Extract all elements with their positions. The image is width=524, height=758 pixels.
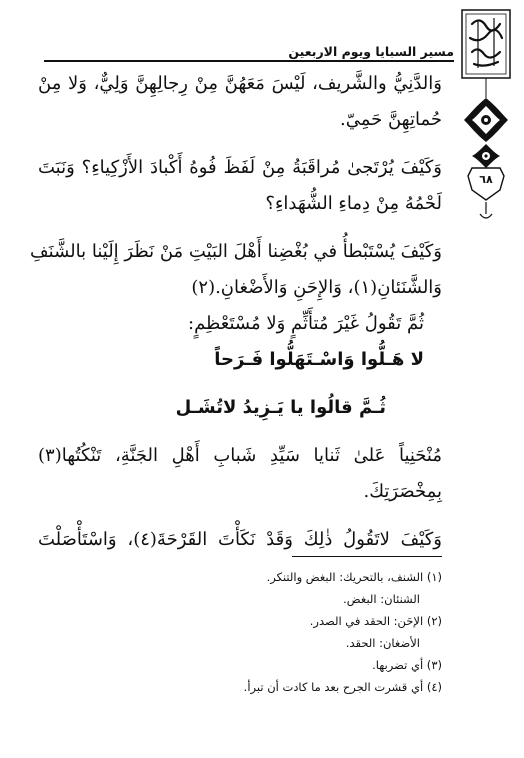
text-line-9: بِمِخْصَرَتِكَ. [363,481,442,502]
footnote-4: (٤) أي قشرت الجرح بعد ما كادت أن تبرأ. [243,680,442,694]
text-line-7: ثُمَّ تَقُولُ غَيْرَ مُتأَثِّمٍ وَلا مُسْتَعْظِمٍ: [188,313,424,334]
header-rule [44,60,454,62]
text-line-1: وَالدَّنِيُّ والشَّريف، لَيْسَ مَعَهُنَّ مِنْ رِجالِهِنَّ وَلِيٌّ، وَلا مِنْ [38,73,442,94]
main-text [30,66,443,558]
footnotes [150,566,442,698]
footnote-1: (١) الشنف، بالتحريك: البغض والتنكر. [266,570,442,584]
footnote-3: (٣) أي تضربها. [372,658,442,672]
poem-verse-1: لا هَـلُّوا وَاسْـتَهَلُّوا فَـرَحاً [214,349,424,370]
footnote-2-sub: الأضغان: الحقد. [345,636,420,650]
footnote-rule [292,556,442,557]
page-number: ٦٨ [479,173,493,186]
text-line-5: وَكَيْفَ يُسْتَبْطأُ في بُغْضِنا أَهْلَ البَيْتِ مَنْ نَظَرَ إِلَيْنا بالشَّنَفِ [30,241,442,262]
footnote-1-sub: الشنئان: البغض. [343,592,420,606]
text-line-8: مُنْحَنِياً عَلىٰ ثَنايا سَيِّدِ شَبابِ أَهْلِ الجَنَّةِ، تَنْكُتُها(٣) [38,445,442,466]
text-line-6: وَالشَّنَئانِ(١)، وَالإِحَنِ وَالأَضْغانِ.(٢) [191,277,442,298]
calligraphy-ornament [458,8,514,228]
text-line-4: لَحْمُهُ مِنْ دِماءِ الشُّهَداءِ؟ [265,193,442,214]
text-line-3: وَكَيْفَ يُرْتَجىٰ مُراقَبَةُ مِنْ لَفَظَ فُوهُ أَكْبادَ الأَزْكِياءِ؟ وَنَبَتَ [38,157,442,178]
text-line-10: وَكَيْفَ لاتَقُولُ ذٰلِكَ وَقَدْ نَكَأْتَ القَرْحَةَ(٤)، وَاسْتَأْصَلْتَ [38,529,443,550]
footnote-2: (٢) الإحَن: الحقد في الصدر. [309,614,442,628]
text-line-2: حُماتِهِنَّ حَمِيّ. [339,109,442,130]
running-header-title: مسير السبايا ويوم الاربعين [288,44,454,59]
poem-verse-2: ثُـمَّ قالُوا يا يَـزِيدُ لاتُشَـل [175,397,386,418]
